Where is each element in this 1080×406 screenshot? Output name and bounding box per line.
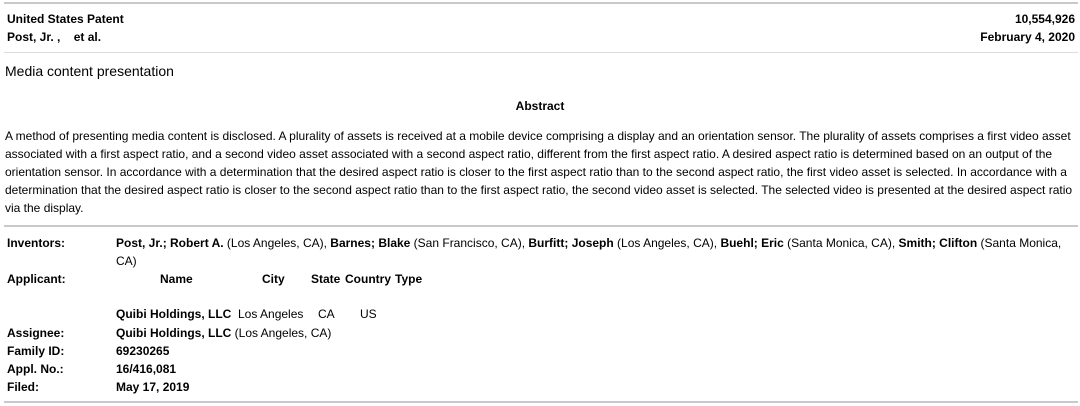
abstract-text: A method of presenting media content is disclosed. A plurality of assets is received at a mobile device comprising a display and an orientation sensor. The plurality of assets comprises a first video asset associated with a first aspect ratio, and a second video asset associated with a second aspect ratio, different from the first aspect ratio. A desired aspect ratio is determined based on an output of the orientation sensor. In accordance with a determination that the desired aspect ratio is closer to the first aspect ratio than to the second aspect ratio, the first video asset is selected. In accordance with a determination that the desired aspect ratio is closer to the second aspect ratio than to the first aspect ratio, the second video asset is selected. The selected video is presented at the desired aspect ratio via the display.	[5, 129, 1073, 215]
applicant-label: Applicant:	[7, 272, 66, 286]
family-id-label: Family ID:	[7, 344, 65, 358]
top-divider	[4, 2, 1078, 4]
inventor-location: (Los Angeles, CA),	[223, 236, 331, 250]
appl-no-value: 16/416,081	[116, 362, 177, 376]
inventor-name: Burfitt; Joseph	[528, 236, 614, 250]
abstract-divider	[4, 225, 1078, 227]
inventors-label: Inventors:	[7, 236, 66, 250]
inventor-short: Post, Jr. , et al.	[7, 30, 102, 44]
applicant-col-type: Type	[395, 272, 423, 286]
abstract-heading: Abstract	[515, 99, 565, 113]
applicant-name: Quibi Holdings, LLC	[116, 307, 232, 321]
applicant-col-city: City	[262, 272, 285, 286]
applicant-state: CA	[318, 307, 335, 321]
filed-value: May 17, 2019	[116, 380, 190, 394]
inventor-name: Buehl; Eric	[720, 236, 784, 250]
patent-country: United States Patent	[7, 12, 124, 26]
bottom-divider	[4, 401, 1078, 403]
appl-no-label: Appl. No.:	[7, 362, 64, 376]
inventor-name: Barnes; Blake	[330, 236, 411, 250]
family-id-value: 69230265	[116, 344, 170, 358]
patent-title: Media content presentation	[5, 63, 174, 79]
patent-number: 10,554,926	[1014, 12, 1075, 26]
applicant-col-name: Name	[160, 272, 193, 286]
header-divider	[4, 52, 1078, 53]
inventor-name: Post, Jr.; Robert A.	[116, 236, 224, 250]
inventor-location: (Los Angeles, CA),	[613, 236, 721, 250]
patent-date: February 4, 2020	[980, 30, 1075, 44]
applicant-col-country: Country	[345, 272, 391, 286]
applicant-country: US	[360, 307, 377, 321]
assignee-label: Assignee:	[7, 326, 65, 340]
inventor-location: (Santa Monica, CA)	[116, 236, 1062, 268]
assignee-value	[116, 324, 331, 342]
inventors-value	[116, 234, 1074, 270]
assignee-name: Quibi Holdings, LLC	[116, 326, 232, 340]
inventor-name: Smith; Clifton	[898, 236, 978, 250]
applicant-col-state: State	[311, 272, 341, 286]
assignee-location: (Los Angeles, CA)	[231, 326, 332, 340]
filed-label: Filed:	[7, 380, 39, 394]
applicant-city: Los Angeles	[238, 307, 304, 321]
inventor-location: (San Francisco, CA),	[410, 236, 529, 250]
inventor-location: (Santa Monica, CA),	[783, 236, 899, 250]
